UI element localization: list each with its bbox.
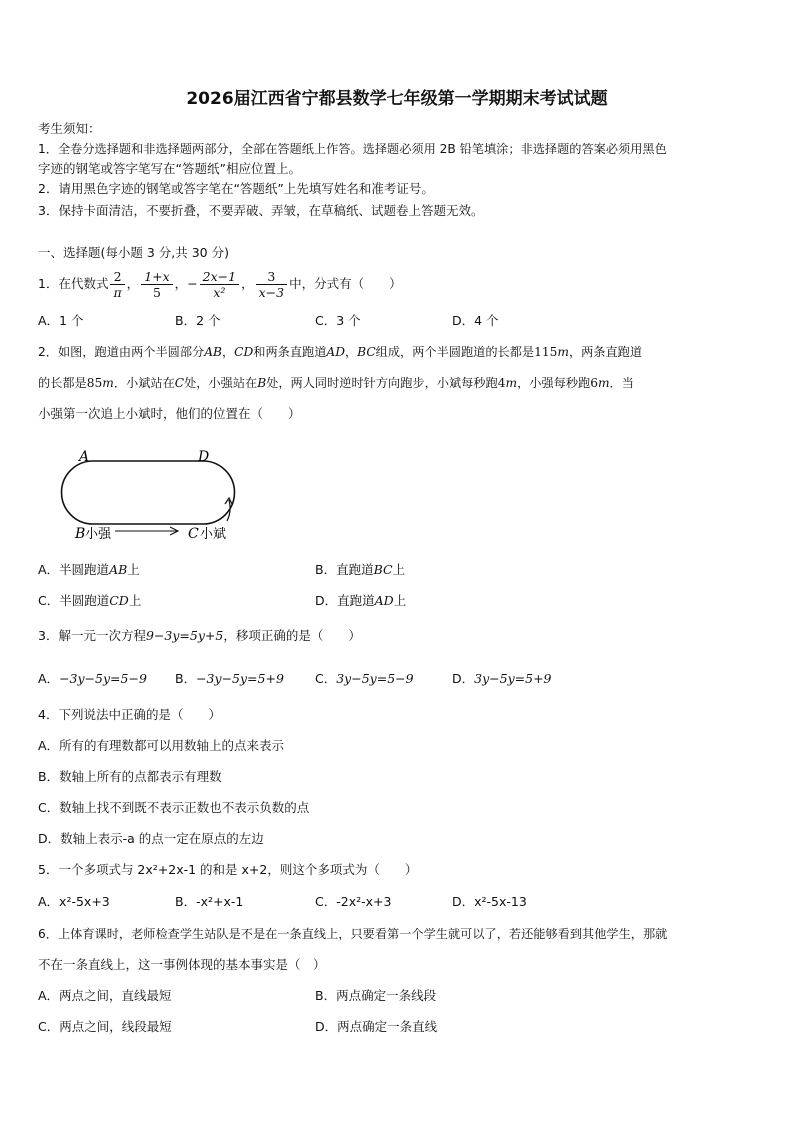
- q6-option-a: A．两点之间，直线最短: [38, 988, 172, 1003]
- q2-option-text: D．直跑道: [315, 593, 375, 608]
- q4-stem: 4．下列说法中正确的是（ ）: [38, 707, 221, 722]
- question-1: [38, 264, 402, 304]
- q2-option-text: 上: [127, 562, 140, 577]
- q1-fraction-3: [200, 269, 239, 300]
- q2-text: 和两条直跑道: [253, 345, 327, 359]
- q4-option-a: A．所有的有理数都可以用数轴上的点来表示: [38, 738, 285, 753]
- q4-option-c: C．数轴上找不到既不表示正数也不表示负数的点: [38, 800, 310, 815]
- counterclockwise-arrowhead: [225, 498, 232, 504]
- label-xiaoqiang: 小强: [85, 527, 112, 542]
- q3-text: 3．解一元一次方程: [38, 628, 146, 643]
- q3-option-math: 3y−5y=5+9: [474, 671, 552, 686]
- q3-option-math: −3y−5y=5−9: [59, 671, 147, 686]
- q1-fraction-1: [110, 269, 124, 300]
- q2-option-math: CD: [109, 593, 129, 608]
- q2-math-b: B: [257, 376, 267, 390]
- q3-option-d: [452, 671, 552, 687]
- q2-option-text: C．半圆跑道: [38, 593, 110, 608]
- q1-minus: −: [187, 276, 198, 291]
- q2-text: 的长都是: [38, 376, 87, 390]
- q2-option-text: 上: [393, 593, 407, 608]
- notice-item-1-line-1: 1．全卷分选择题和非选择题两部分，全部在答题纸上作答。选择题必须用 2B 铅笔填涂；非选择题的答案必须用黑色: [38, 142, 667, 156]
- q5-option-b: B．-x²+x-1: [175, 894, 244, 909]
- q2-text: 处，两人同时逆时针方向跑步，小斌每秒跑: [266, 376, 498, 390]
- q2-number-85: 85: [86, 376, 103, 390]
- q2-option-text: A．半圆跑道: [38, 562, 110, 577]
- q2-option-math: AD: [374, 593, 394, 608]
- q1-prefix: 1．在代数式: [38, 276, 109, 291]
- q3-option-letter: D．: [452, 671, 475, 686]
- q2-math-c: C: [174, 376, 185, 390]
- q3-option-math: 3y−5y=5−9: [336, 671, 414, 686]
- q2-option-math: BC: [373, 562, 393, 577]
- page-title: 2026届江西省宁都县数学七年级第一学期期末考试试题: [186, 89, 608, 109]
- q2-option-text: 上: [392, 562, 406, 577]
- q1-f4-numerator: 3: [256, 269, 287, 285]
- q3-text: ，移项正确的是（ ）: [223, 628, 361, 643]
- q2-number-115: 115: [534, 345, 558, 359]
- q2-math-bc: BC: [357, 345, 376, 359]
- q2-math-ad: AD: [326, 345, 345, 359]
- q1-separator: ，: [241, 276, 254, 291]
- q2-option-c: [38, 593, 141, 609]
- q2-option-b: [315, 562, 405, 578]
- track-label-d: D: [198, 449, 210, 465]
- q1-f2-numerator: 1+x: [141, 269, 172, 285]
- q2-option-text: B．直跑道: [315, 562, 374, 577]
- notice-heading: 考生须知：: [38, 121, 101, 136]
- q1-f3-numerator: 2x−1: [200, 269, 239, 285]
- q5-option-d: D．x²-5x-13: [452, 894, 527, 909]
- q2-text: ．小斌站在: [113, 376, 175, 390]
- q2-text: ．当: [609, 376, 634, 390]
- q5-option-c: C．-2x²-x+3: [315, 894, 392, 909]
- q3-option-letter: C．: [315, 671, 337, 686]
- q3-equation: 9−3y=5y+5: [145, 628, 224, 643]
- q2-text: 处，小强站在: [184, 376, 258, 390]
- q6-line-2: 不在一条直线上，这一事例体现的基本事实是（ ）: [38, 957, 326, 972]
- q1-fraction-4: [256, 269, 287, 300]
- question-3: [38, 628, 361, 644]
- q2-text: 组成，两个半圆跑道的长都是: [375, 345, 535, 359]
- q1-option-c: C．3 个: [315, 313, 361, 328]
- q1-fraction-2: [141, 269, 172, 300]
- notice-item-3: 3．保持卡面清洁，不要折叠，不要弄破、弄皱，在草稿纸、试题卷上答题无效。: [38, 203, 484, 218]
- running-track-figure: [55, 443, 255, 548]
- q6-option-d: D．两点确定一条直线: [315, 1019, 438, 1034]
- track-label-b: B: [75, 526, 86, 542]
- q1-separator: ，: [126, 276, 140, 291]
- notice-item-1-line-2: 字迹的钢笔或答字笔写在“答题纸”相应位置上。: [38, 161, 301, 176]
- q5-stem: 5．一个多项式与 2x²+2x-1 的和是 x+2，则这个多项式为（ ）: [38, 862, 418, 877]
- q3-option-b: [175, 671, 284, 687]
- q3-option-a: [38, 671, 147, 687]
- q1-option-d: D．4 个: [452, 313, 499, 328]
- track-label-c: C: [188, 526, 199, 542]
- q2-number-6: 6: [590, 376, 598, 390]
- track-label-a: A: [79, 449, 90, 465]
- track-outline: [62, 461, 235, 524]
- q2-text: ，: [344, 345, 358, 359]
- q5-option-a: A．x²-5x+3: [38, 894, 110, 909]
- notice-item-2: 2．请用黑色字迹的钢笔或答字笔在“答题纸”上先填写姓名和准考证号。: [38, 181, 434, 196]
- q2-math-ab: AB: [204, 345, 222, 359]
- q2-math-cd: CD: [234, 345, 254, 359]
- q6-line-1: 6．上体育课时，老师检查学生站队是不是在一条直线上，只要看第一个学生就可以了，若还能够看到其他学生，那就: [38, 927, 668, 941]
- q1-option-a: A．1 个: [38, 313, 84, 328]
- q2-line-2: [38, 375, 634, 391]
- q1-option-b: B．2 个: [175, 313, 221, 328]
- q1-separator: ，: [174, 276, 188, 291]
- q2-line-1: [38, 344, 642, 360]
- q2-unit-m: m: [102, 376, 114, 390]
- q2-option-text: 上: [128, 593, 142, 608]
- label-xiaobin: 小斌: [200, 527, 227, 542]
- q2-unit-m: m: [597, 376, 610, 390]
- q3-option-letter: A．: [38, 671, 60, 686]
- q1-f2-denominator: 5: [152, 285, 161, 300]
- q6-option-b: B．两点确定一条线段: [315, 988, 437, 1003]
- q2-option-a: [38, 562, 140, 578]
- q3-option-c: [315, 671, 414, 687]
- q1-f1-numerator: 2: [110, 269, 124, 285]
- q3-option-letter: B．: [175, 671, 197, 686]
- q1-f4-denominator: x−3: [258, 285, 285, 300]
- q2-text: 2．如图，跑道由两个半圆部分: [38, 345, 205, 359]
- q1-f1-denominator: π: [113, 285, 122, 300]
- section-heading: 一、选择题(每小题 3 分,共 30 分): [38, 245, 229, 260]
- q2-option-math: AB: [109, 562, 128, 577]
- q4-option-b: B．数轴上所有的点都表示有理数: [38, 769, 222, 784]
- q2-option-d: [315, 593, 406, 609]
- q2-text: ，: [221, 345, 235, 359]
- q4-option-d: D．数轴上表示-a 的点一定在原点的左边: [38, 831, 264, 846]
- q2-number-4: 4: [497, 376, 506, 390]
- q3-option-math: −3y−5y=5+9: [196, 671, 284, 686]
- q2-unit-m: m: [557, 345, 569, 359]
- q6-option-c: C．两点之间，线段最短: [38, 1019, 172, 1034]
- q2-line-3: 小强第一次追上小斌时，他们的位置在（ ）: [38, 406, 301, 421]
- q2-unit-m: m: [505, 376, 518, 390]
- q1-suffix: 中，分式有（ ）: [289, 276, 402, 291]
- q1-f3-denominator: x²: [213, 285, 226, 300]
- q2-text: ，小强每秒跑: [517, 376, 591, 390]
- q2-text: ，两条直跑道: [568, 345, 643, 359]
